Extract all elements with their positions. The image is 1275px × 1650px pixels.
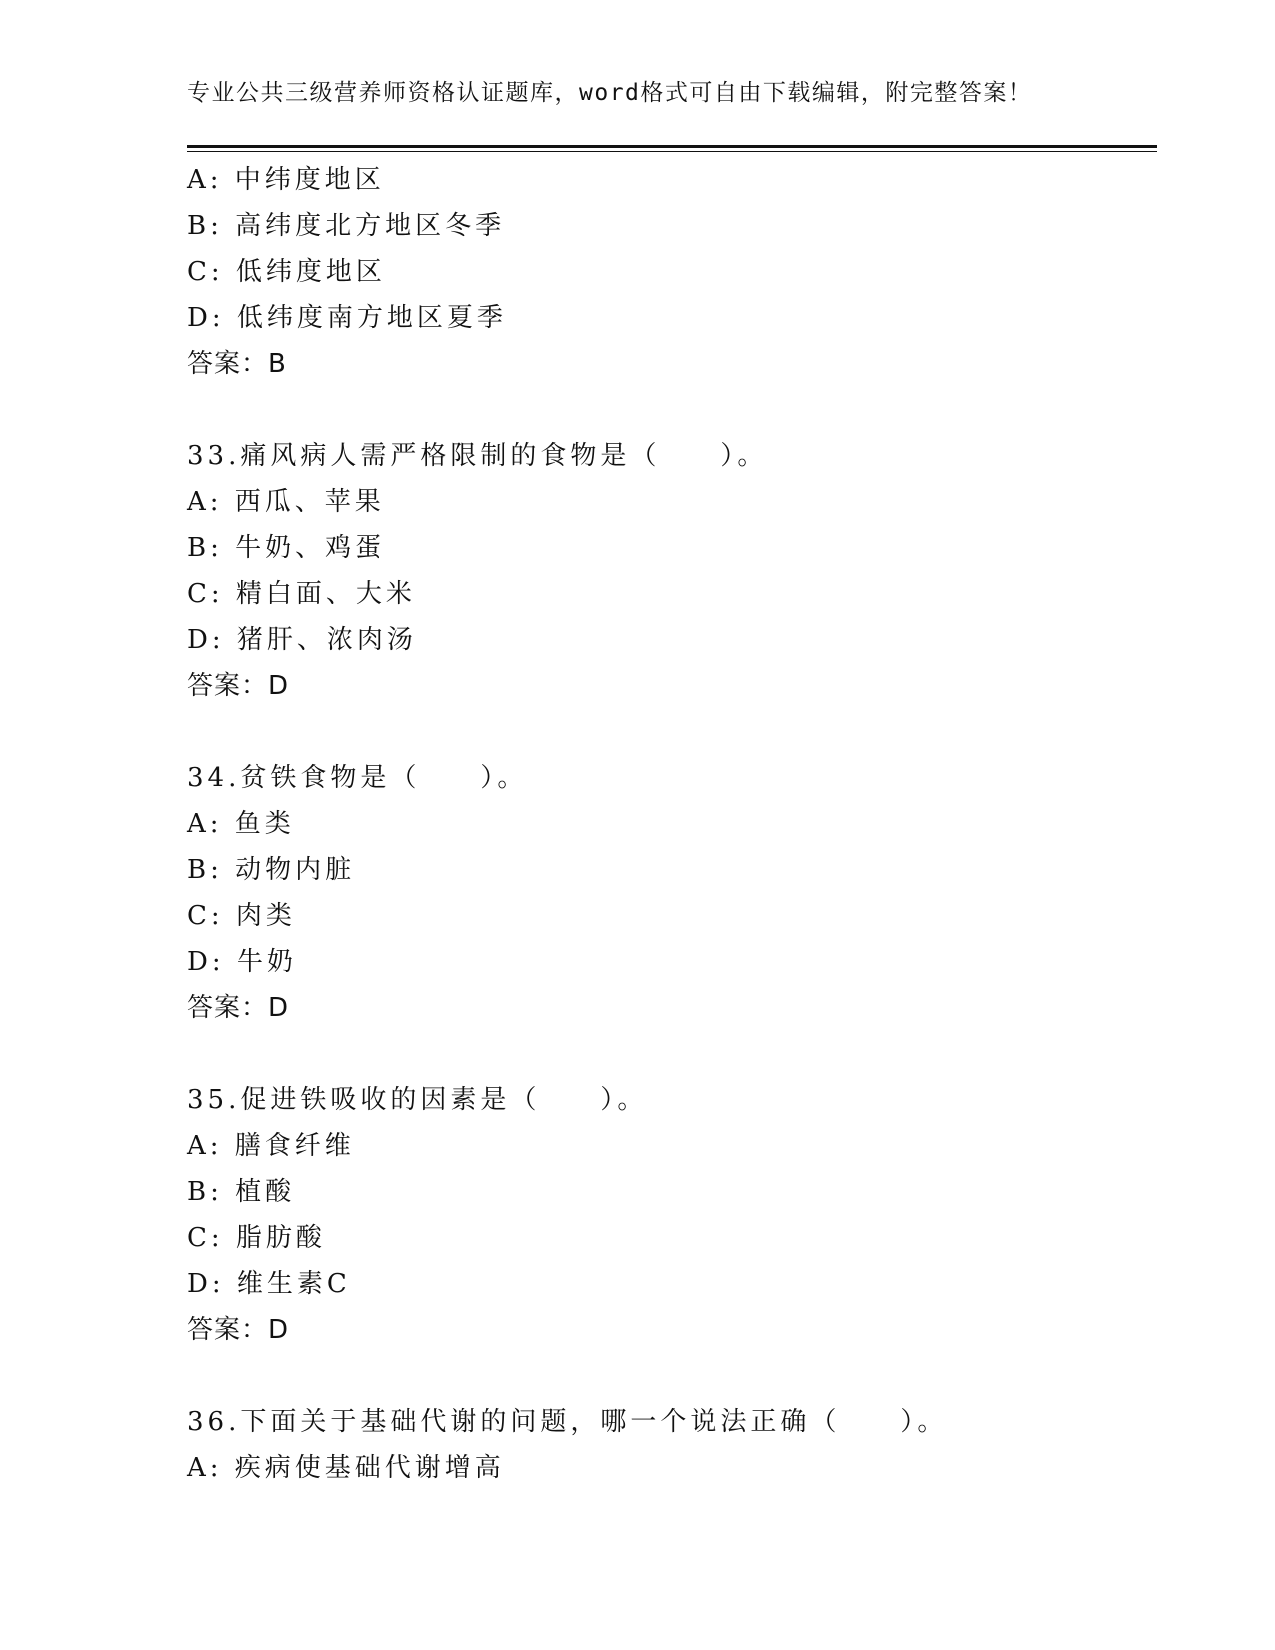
question-34: 34.贫铁食物是（ ）。	[187, 763, 528, 793]
option-a: A: 疾病使基础代谢增高	[187, 1453, 505, 1483]
option-d: D: 低纬度南方地区夏季	[187, 303, 507, 333]
option-b: B: 牛奶、鸡蛋	[187, 533, 386, 563]
option-a: A: 西瓜、苹果	[187, 487, 385, 517]
header-rule-thin	[187, 151, 1157, 152]
option-b: B: 植酸	[187, 1177, 296, 1207]
option-c: C: 精白面、大米	[187, 579, 416, 609]
option-a: A: 中纬度地区	[187, 165, 385, 195]
option-b: B: 动物内脏	[187, 855, 356, 885]
page-header: 专业公共三级营养师资格认证题库，word格式可自由下载编辑，附完整答案！	[187, 80, 1033, 106]
answer-line: 答案：D	[187, 993, 290, 1023]
question-35: 35.促进铁吸收的因素是（ ）。	[187, 1085, 648, 1115]
option-c: C: 脂肪酸	[187, 1223, 326, 1253]
option-a: A: 鱼类	[187, 809, 295, 839]
option-d: D: 维生素C	[187, 1269, 351, 1299]
option-c: C: 低纬度地区	[187, 257, 386, 287]
question-33: 33.痛风病人需严格限制的食物是（ ）。	[187, 441, 768, 471]
answer-line: 答案：D	[187, 671, 290, 701]
option-b: B: 高纬度北方地区冬季	[187, 211, 506, 241]
option-c: C: 肉类	[187, 901, 296, 931]
header-rule-thick	[187, 145, 1157, 148]
answer-line: 答案：D	[187, 1315, 290, 1345]
question-36: 36.下面关于基础代谢的问题，哪一个说法正确（ ）。	[187, 1407, 948, 1437]
option-a: A: 膳食纤维	[187, 1131, 355, 1161]
question-list	[187, 157, 1157, 1491]
option-d: D: 牛奶	[187, 947, 297, 977]
option-d: D: 猪肝、浓肉汤	[187, 625, 417, 655]
answer-line: 答案：B	[187, 349, 287, 379]
